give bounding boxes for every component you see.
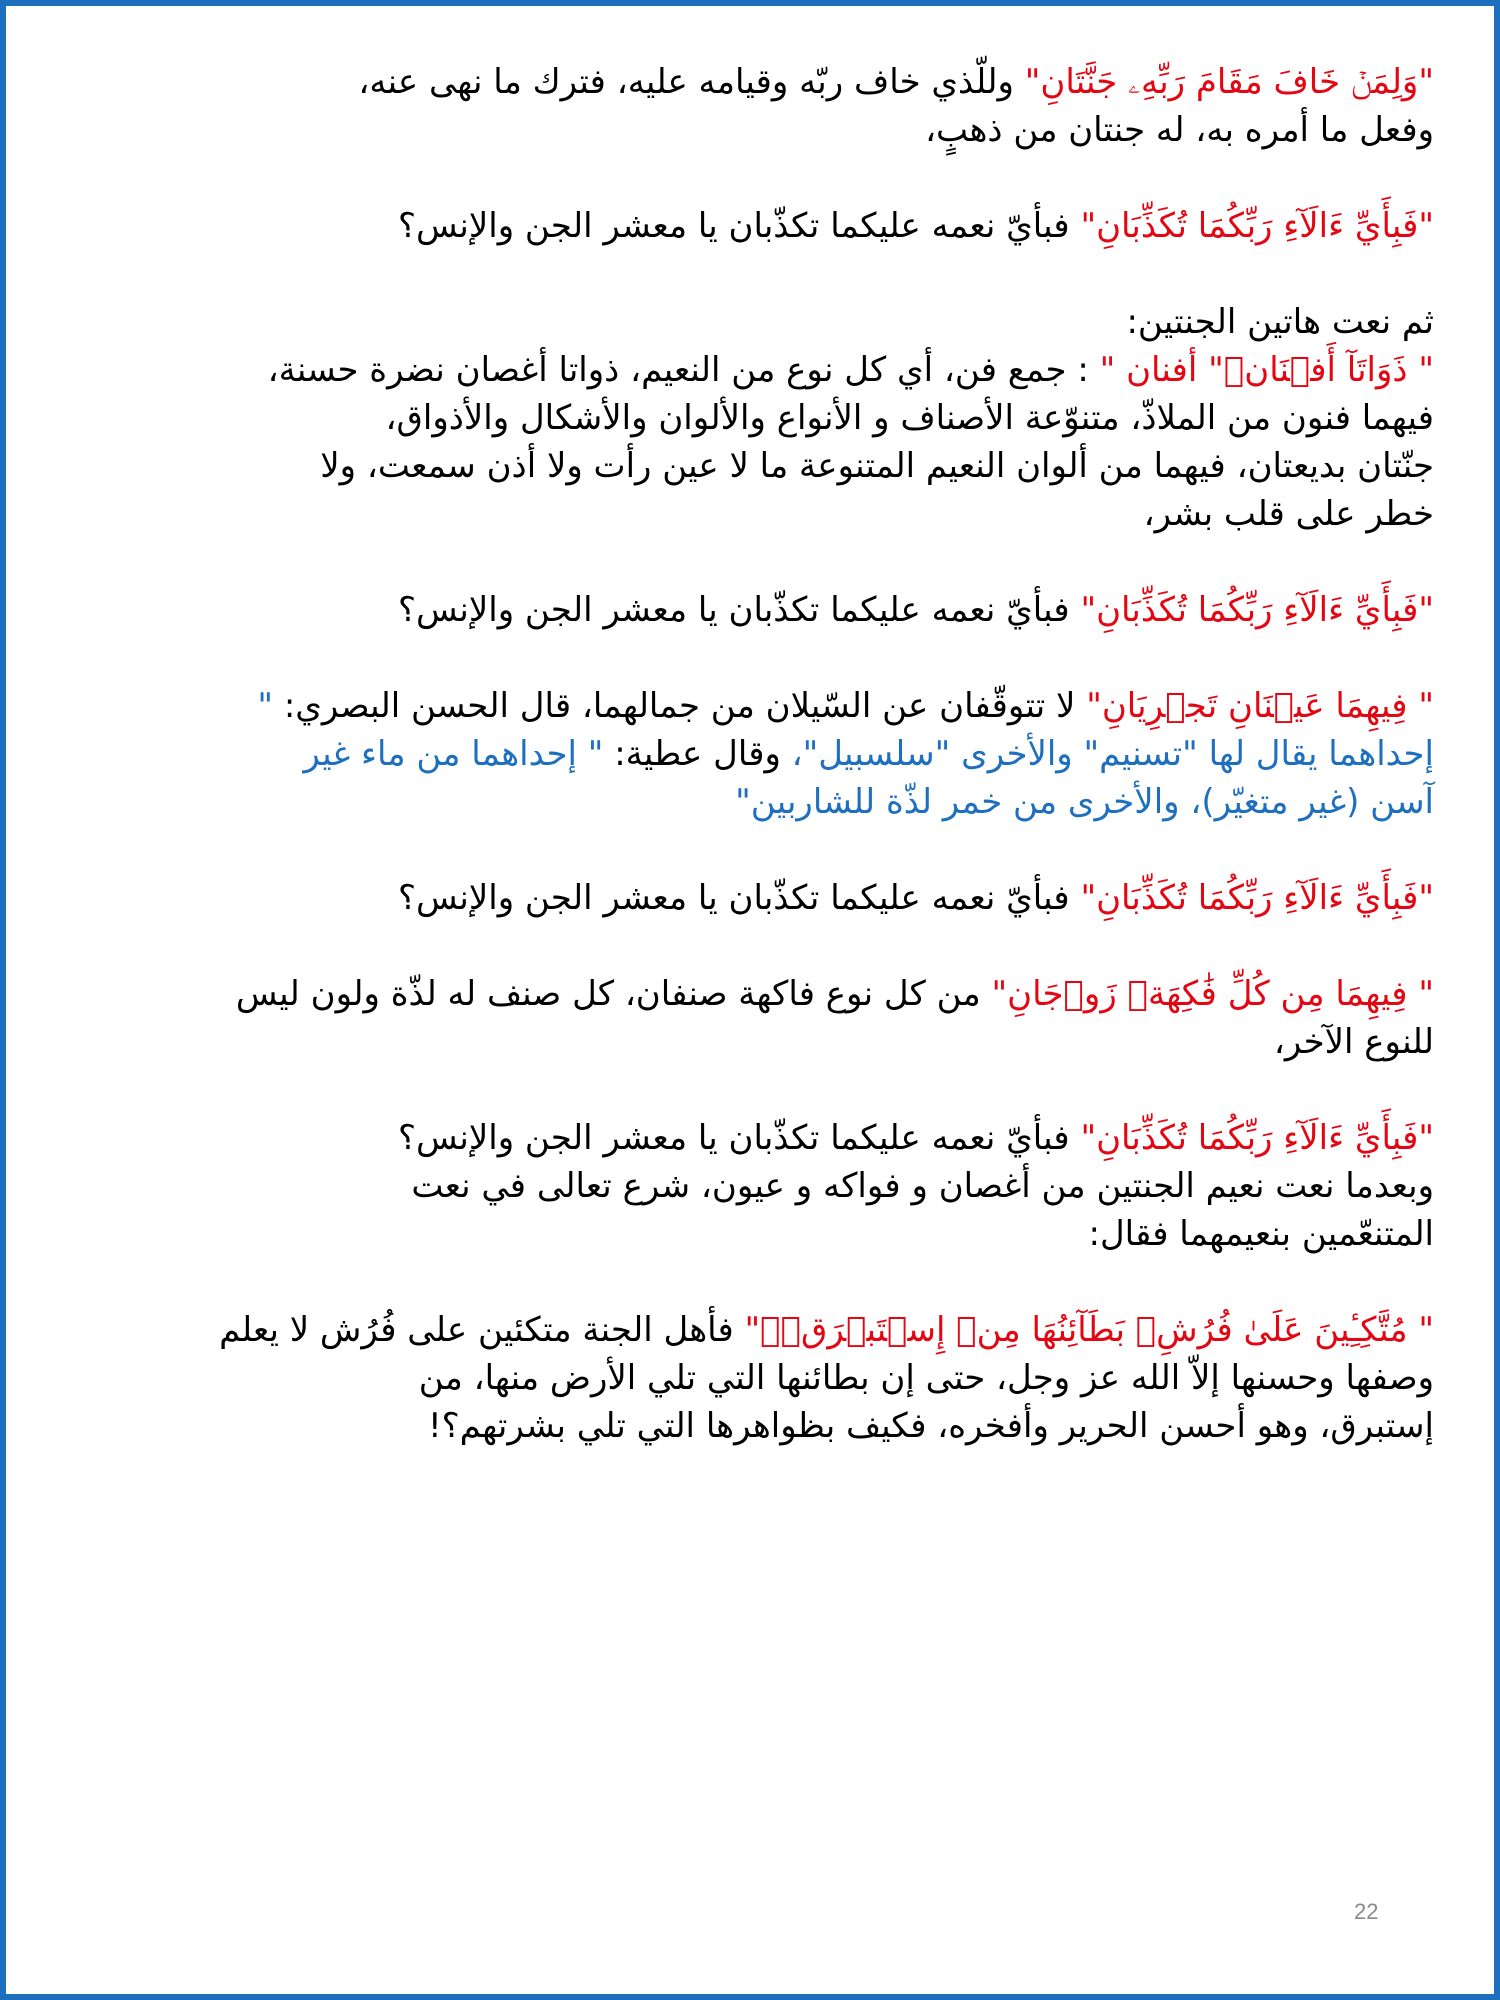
refrain-line xyxy=(106,586,1434,634)
hadith-quote: إحداهما يقال لها "تسنيم" والأخرى "سلسبيل"، xyxy=(780,734,1434,774)
tafsir-text: من كل نوع فاكهة صنفان، كل صنف له لذّة ولون ليس xyxy=(235,974,992,1014)
page-number: 22 xyxy=(1354,1899,1379,1924)
page-body xyxy=(106,58,1434,1450)
paragraph-5-line-1 xyxy=(106,682,1434,730)
paragraph-6 xyxy=(106,874,1434,922)
tafsir-text: فأهل الجنة متكئين على فُرُش لا يعلم xyxy=(219,1310,745,1350)
verse-quote: "وَلِمَنۡ خَافَ مَقَامَ رَبِّهِۦ جَنَّتَانِ" xyxy=(1024,62,1434,102)
paragraph-9-line-3: إستبرق، وهو أحسن الحرير وأفخره، فكيف بظواهرها التي تلي بشرتهم؟! xyxy=(427,1406,1434,1446)
verse-quote: "فَبِأَيِّ ءَالَآءِ رَبِّكُمَا تُكَذِّبَانِ" xyxy=(1080,878,1434,918)
tafsir-text: لا تتوقّفان عن السّيلان من جمالهما، قال الحسن البصري: xyxy=(273,686,1087,726)
tafsir-text: فبأيّ نعمه عليكما تكذّبان يا معشر الجن والإنس؟ xyxy=(398,206,1081,246)
verse-quote: " فِيهِمَا مِن كُلِّ فَٰكِهَةٖ زَوۡجَانِ" xyxy=(991,974,1434,1014)
hadith-quote: " إحداهما من ماء غير xyxy=(303,734,604,774)
paragraph-1 xyxy=(106,58,1434,154)
refrain-line xyxy=(106,874,1434,922)
paragraph-8-line-2: وبعدما نعت نعيم الجنتين من أغصان و فواكه و عيون، شرع تعالى في نعت xyxy=(411,1166,1434,1206)
refrain-line xyxy=(106,1114,1434,1162)
verse-quote: "فَبِأَيِّ ءَالَآءِ رَبِّكُمَا تُكَذِّبَانِ" xyxy=(1080,1118,1434,1158)
tafsir-text: فبأيّ نعمه عليكما تكذّبان يا معشر الجن والإنس؟ xyxy=(398,590,1081,630)
paragraph-9-line-2: وصفها وحسنها إلاّ الله عز وجل، حتى إن بطائنها التي تلي الأرض منها، من xyxy=(418,1358,1434,1398)
paragraph-5-line-3: آسن (غير متغيّر)، والأخرى من خمر لذّة للشاربين" xyxy=(735,782,1434,822)
paragraph-3-line-1 xyxy=(106,346,1434,394)
verse-quote: "فَبِأَيِّ ءَالَآءِ رَبِّكُمَا تُكَذِّبَانِ" xyxy=(1080,206,1434,246)
tafsir-text: : جمع فن، أي كل نوع من النعيم، ذواتا أغصان نضرة حسنة، xyxy=(267,350,1100,390)
verse-quote: " مُتَّكِـِٔينَ عَلَىٰ فُرُشِۭ بَطَآئِنُهَا مِنۡ إِسۡتَبۡرَقٖۚ" xyxy=(744,1310,1434,1350)
paragraph-3 xyxy=(106,298,1434,538)
paragraph-1-line-2: وفعل ما أمره به، له جنتان من ذهبٍ، xyxy=(925,110,1434,150)
paragraph-9 xyxy=(106,1306,1434,1450)
paragraph-8 xyxy=(106,1114,1434,1258)
verse-quote: " فِيهِمَا عَيۡنَانِ تَجۡرِيَانِ" xyxy=(1086,686,1434,726)
tafsir-text: فبأيّ نعمه عليكما تكذّبان يا معشر الجن والإنس؟ xyxy=(398,1118,1081,1158)
hadith-quote-mark: " xyxy=(257,686,274,726)
tafsir-text: فبأيّ نعمه عليكما تكذّبان يا معشر الجن والإنس؟ xyxy=(398,878,1081,918)
paragraph-3-intro: ثم نعت هاتين الجنتين: xyxy=(1126,302,1434,342)
refrain-line xyxy=(106,202,1434,250)
verse-quote: " ذَوَاتَآ أَفۡنَانٖ" أفنان " xyxy=(1099,350,1434,390)
paragraph-9-line-1 xyxy=(106,1306,1434,1354)
paragraph-4 xyxy=(106,586,1434,634)
paragraph-2 xyxy=(106,202,1434,250)
paragraph-3-line-2: فيهما فنون من الملاذّ، متنوّعة الأصناف و الأنواع والألوان والأشكال والأذواق، xyxy=(385,398,1434,438)
paragraph-5-line-2 xyxy=(106,730,1434,778)
paragraph-3-line-3: جنّتان بديعتان، فيهما من ألوان النعيم المتنوعة ما لا عين رأت ولا أذن سمعت، ولا xyxy=(320,446,1434,486)
paragraph-3-line-4: خطر على قلب بشر، xyxy=(1143,494,1434,534)
paragraph-8-line-3: المتنعّمين بنعيمهما فقال: xyxy=(1088,1214,1434,1254)
tafsir-text: وللّذي خاف ربّه وقيامه عليه، فترك ما نهى عنه، xyxy=(358,62,1025,102)
paragraph-1-line-1 xyxy=(106,58,1434,106)
paragraph-7-line-2: للنوع الآخر، xyxy=(1273,1022,1434,1062)
verse-quote: "فَبِأَيِّ ءَالَآءِ رَبِّكُمَا تُكَذِّبَانِ" xyxy=(1080,590,1434,630)
paragraph-7-line-1 xyxy=(106,970,1434,1018)
paragraph-7 xyxy=(106,970,1434,1066)
paragraph-5 xyxy=(106,682,1434,826)
tafsir-text: وقال عطية: xyxy=(603,734,781,774)
